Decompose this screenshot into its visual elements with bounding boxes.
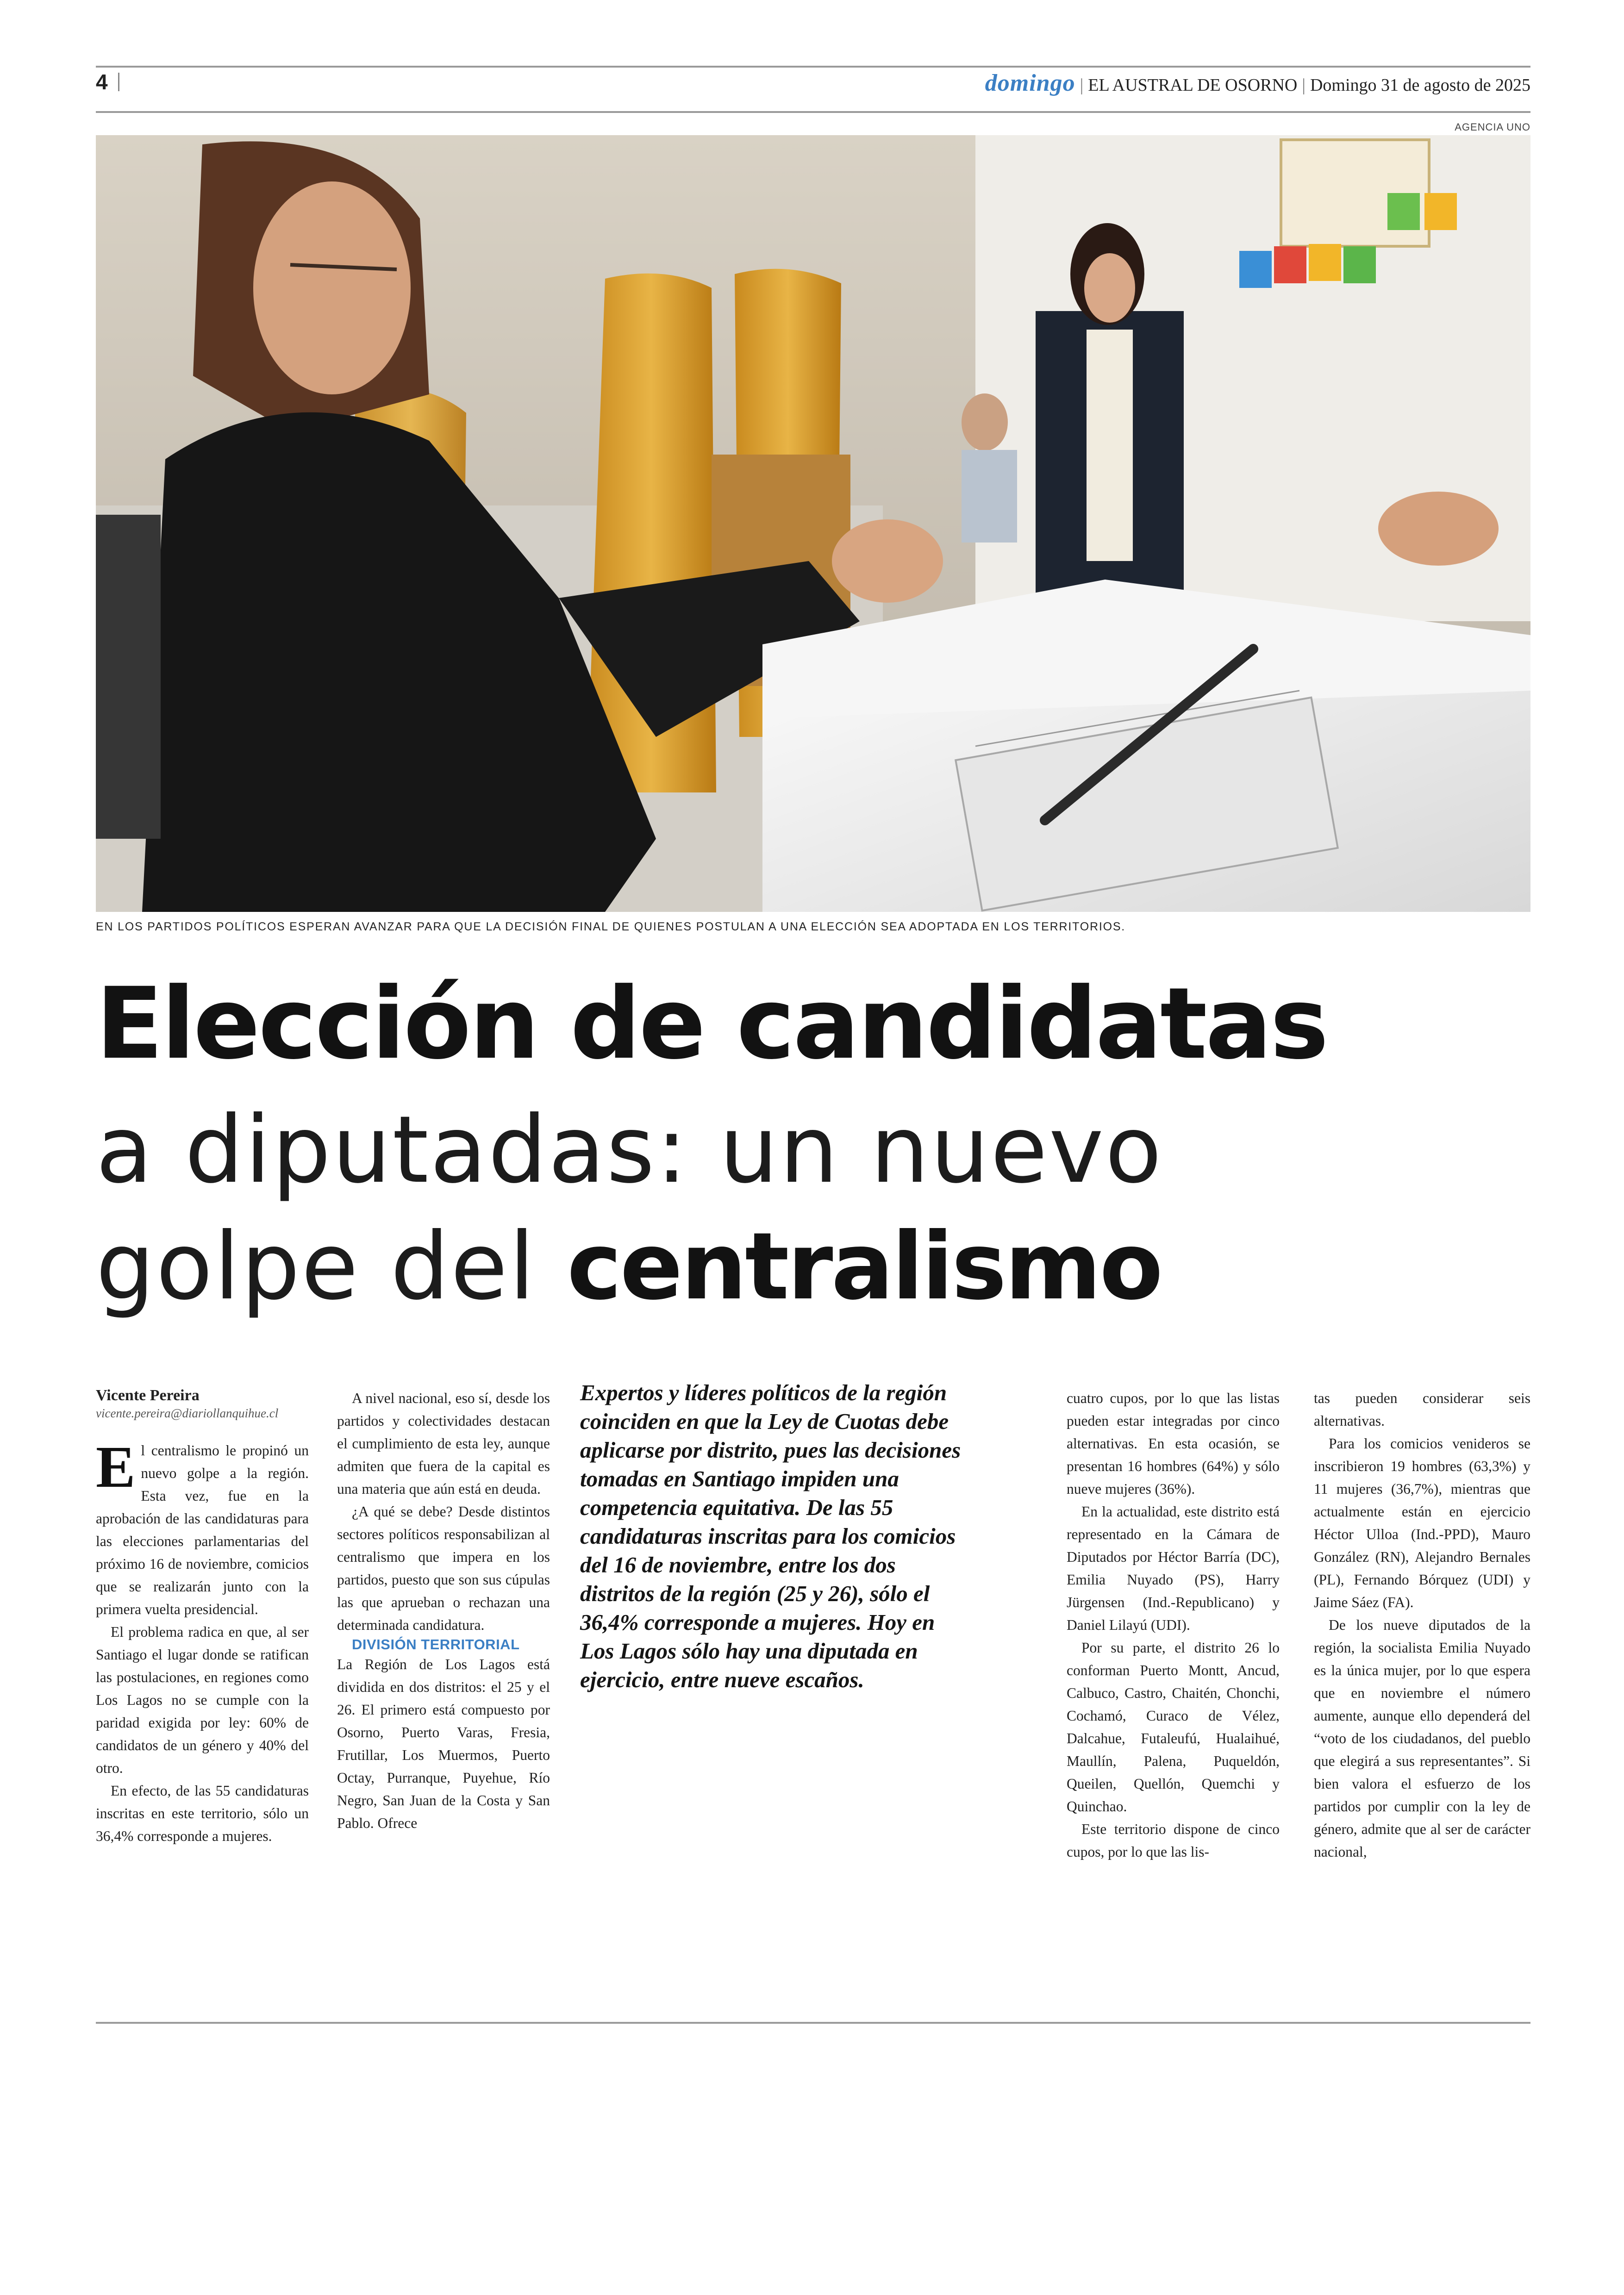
- article-deck: Expertos y líderes políticos de la región coinciden en que la Ley de Cuotas debe aplicarse por distrito, pues las decisiones tomadas en Santiago impiden una competencia equitativa. De las 55 candidaturas inscritas para los comicios del 16 de noviembre, entre los dos distritos de la región (25 y 26), sólo el 36,4% corresponde a mujeres. Hoy en Los Lagos sólo hay una diputada en ejercicio, entre nueve escaños.: [580, 1380, 961, 1692]
- photo-caption: EN LOS PARTIDOS POLÍTICOS ESPERAN AVANZAR PARA QUE LA DECISIÓN FINAL DE QUIENES POSTULAN A UNA ELECCIÓN SEA ADOPTADA EN LOS TERRITORIOS.: [96, 920, 1126, 933]
- voting-scene-illustration: [96, 135, 1530, 912]
- headline-line-3: [96, 1213, 1161, 1321]
- article-column-2: [337, 1387, 550, 1834]
- article-column-5: [1314, 1387, 1530, 1863]
- article-column-1: [96, 1387, 309, 1847]
- paragraph: A nivel nacional, eso sí, desde los partidos y colectividades destacan el cumplimiento de esta ley, aunque admiten que fuera de la capital es una materia que aún está en deuda.: [337, 1390, 550, 1497]
- paragraph: ¿A qué se debe? Desde distintos sectores políticos responsabilizan al centralismo que impera en los partidos, puesto que son sus cúpulas las que aprueban o rechazan una determinada candidatura.: [337, 1503, 550, 1633]
- header-rule: [96, 111, 1530, 113]
- top-rule: [96, 66, 1530, 68]
- paragraph: En la actualidad, este distrito está representado en la Cámara de Diputados por Héctor Barría (DC), Emilia Nuyado (PS), Harry Jürgensen (Ind.-Republicano) y Daniel Lilayú (UDI).: [1067, 1503, 1280, 1633]
- paragraph: La Región de Los Lagos está dividida en dos distritos: el 25 y el 26. El primero está compuesto por Osorno, Puerto Varas, Fresia, Frutillar, Los Muermos, Puerto Octay, Purranque, Puyehue, Río Negro, San Juan de la Costa y San Pablo. Ofrece: [337, 1656, 550, 1831]
- section-name: domingo: [985, 70, 1075, 96]
- photo-credit: AGENCIA UNO: [1455, 121, 1530, 133]
- byline-email: vicente.pereira@diariollanquihue.cl: [96, 1406, 279, 1420]
- byline-author: Vicente Pereira: [96, 1387, 200, 1404]
- news-photo: [96, 135, 1530, 912]
- paragraph: Para los comicios venideros se inscribieron 19 hombres (63,3%) y 11 mujeres (36,7%), mientras que actualmente están en ejercicio Héctor Ulloa (Ind.-PPD), Mauro González (RN), Alejandro Bernales (PL), Fernando Bórquez (UDI) y Jaime Sáez (FA).: [1314, 1435, 1530, 1610]
- paragraph: El centralismo le propinó un nuevo golpe a la región. Esta vez, fue en la aprobación de las candidaturas para las elecciones parlamentarias del próximo 16 de noviembre, comicios que se realizarán junto con la primera vuelta presidencial.: [96, 1434, 309, 1617]
- headline-line-3-bold: centralismo: [567, 1213, 1162, 1321]
- headline-line-3-light: golpe del: [96, 1213, 567, 1321]
- paragraph: El problema radica en que, al ser Santiago el lugar donde se ratifican las postulaciones, en regiones como Los Lagos no se cumple con la paridad exigida por ley: 60% de candidatos de un género y 40% del otro.: [96, 1624, 309, 1776]
- paragraph: Este territorio dispone de cinco cupos, por lo que las lis-: [1067, 1821, 1280, 1860]
- bottom-rule: [96, 2022, 1530, 2024]
- page-number: 4: [96, 70, 108, 94]
- article-column-4: [1067, 1387, 1280, 1863]
- subheading: DIVISIÓN TERRITORIAL: [352, 1636, 520, 1653]
- paragraph: De los nueve diputados de la región, la socialista Emilia Nuyado es la única mujer, por lo que espera que en noviembre el número aumente, aunque ello dependerá del “voto de los ciudadanos, del pueblo que elegirá a sus representantes”. Si bien valora el esfuerzo de los partidos por cumplir con la ley de género, admite que al ser de carácter nacional,: [1314, 1617, 1530, 1860]
- page-number-divider: [118, 73, 119, 91]
- publication-date: Domingo 31 de agosto de 2025: [1310, 75, 1530, 95]
- masthead: domingo | EL AUSTRAL DE OSORNO | Domingo 31 de agosto de 2025: [985, 70, 1530, 96]
- headline-line-2: a diputadas: un nuevo: [96, 1096, 1163, 1204]
- drop-cap: E: [96, 1434, 136, 1500]
- headline-line-1: Elección de candidatas: [96, 967, 1327, 1081]
- paragraph: En efecto, de las 55 candidaturas inscritas en este territorio, sólo un 36,4% corresponde a mujeres.: [96, 1783, 309, 1844]
- paragraph: Por su parte, el distrito 26 lo conforman Puerto Montt, Ancud, Calbuco, Castro, Chaitén, Chonchi, Cochamó, Curaco de Vélez, Dalcahue, Futaleufú, Hualaihué, Maullín, Palena, Puqueldón, Queilen, Quellón, Quemchi y Quinchao.: [1067, 1640, 1280, 1815]
- paragraph: cuatro cupos, por lo que las listas pueden estar integradas por cinco alternativas. En esta ocasión, se presentan 16 hombres (64%) y sólo nueve mujeres (36%).: [1067, 1390, 1280, 1497]
- paragraph: tas pueden considerar seis alternativas.: [1314, 1390, 1530, 1429]
- publication-name: EL AUSTRAL DE OSORNO: [1088, 75, 1298, 95]
